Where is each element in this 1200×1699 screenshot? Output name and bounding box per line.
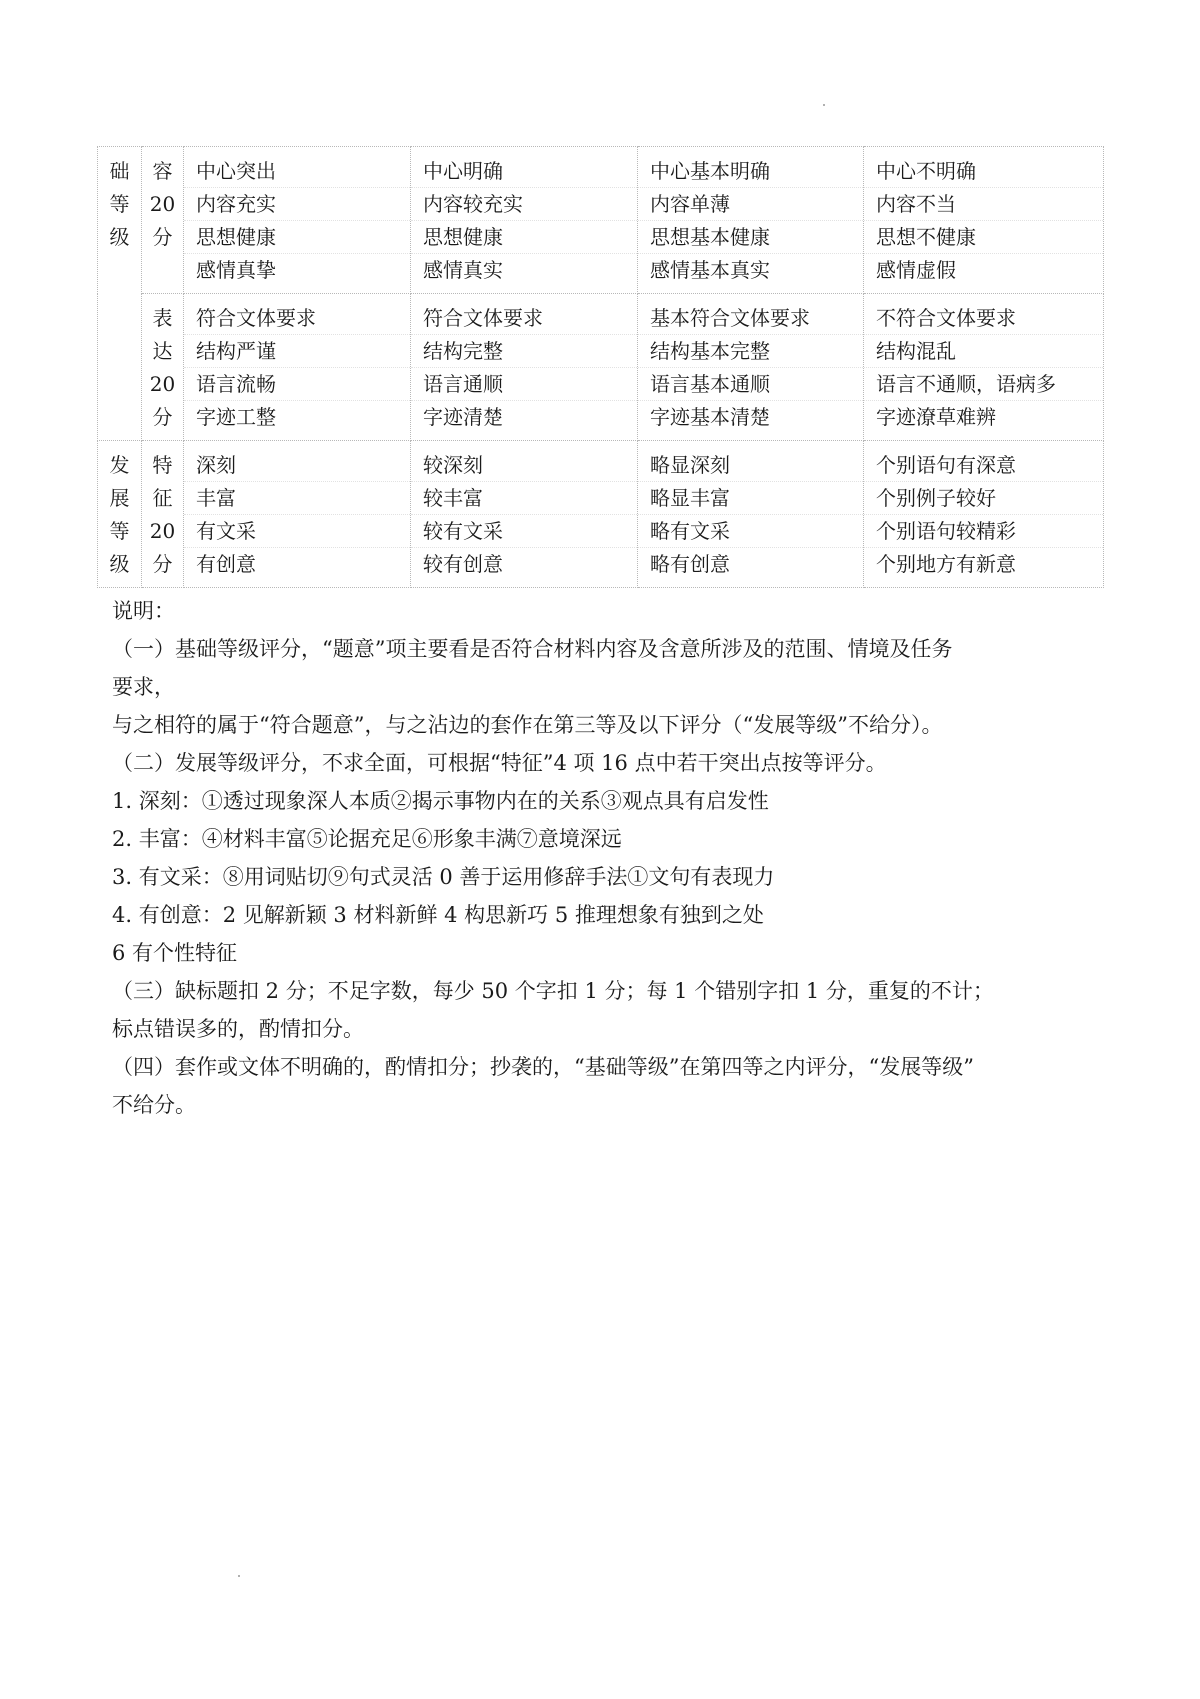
grade-cell-3: 基本符合文体要求 结构基本完整 语言基本通顺 字迹基本清楚: [638, 294, 864, 441]
note-paragraph: （三）缺标题扣 2 分；不足字数，每少 50 个字扣 1 分；每 1 个错别字扣 1 分，重复的不计；: [112, 979, 994, 1003]
grade-cell-1: 符合文体要求 结构严谨 语言流畅 字迹工整: [184, 294, 411, 441]
grade-cell-2: 符合文体要求 结构完整 语言通顺 字迹清楚: [411, 294, 638, 441]
note-list-item: 2. 丰富：④材料丰富⑤论据充足⑥形象丰满⑦意境深远: [112, 827, 622, 851]
group-label-basic: 础 等 级: [98, 147, 142, 441]
note-list-item: 6 有个性特征: [112, 941, 238, 965]
group-label-development: 发 展 等 级: [98, 441, 142, 588]
note-list-item: 4. 有创意：2 见解新颖 3 材料新鲜 4 构思新巧 5 推理想象有独到之处: [112, 903, 764, 927]
note-paragraph: （二）发展等级评分，不求全面，可根据“特征”4 项 16 点中若干突出点按等评分。: [112, 751, 887, 775]
rubric-row-expression: [98, 294, 1104, 441]
note-paragraph: 与之相符的属于“符合题意”，与之沾边的套作在第三等及以下评分（“发展等级”不给分）。: [112, 713, 943, 737]
rubric-row-features: [98, 441, 1104, 588]
note-list-item: 1. 深刻：①透过现象深人本质②揭示事物内在的关系③观点具有启发性: [112, 789, 769, 813]
note-paragraph: （四）套作或文体不明确的，酌情扣分；抄袭的，“基础等级”在第四等之内评分，“发展等级”: [112, 1055, 974, 1079]
grade-cell-1: 深刻 丰富 有文采 有创意: [184, 441, 411, 588]
note-paragraph: 不给分。: [112, 1093, 196, 1117]
note-paragraph: 标点错误多的，酌情扣分。: [112, 1017, 364, 1041]
item-label-content: 容 20 分: [142, 147, 184, 294]
grade-cell-2: 较深刻 较丰富 较有文采 较有创意: [411, 441, 638, 588]
grade-cell-4: 不符合文体要求 结构混乱 语言不通顺，语病多 字迹潦草难辨: [864, 294, 1104, 441]
grade-cell-3: 中心基本明确 内容单薄 思想基本健康 感情基本真实: [638, 147, 864, 294]
item-label-expression: 表 达 20 分: [142, 294, 184, 441]
scoring-notes: [112, 592, 1102, 1124]
grade-cell-2: 中心明确 内容较充实 思想健康 感情真实: [411, 147, 638, 294]
grade-cell-3: 略显深刻 略显丰富 略有文采 略有创意: [638, 441, 864, 588]
note-list-item: 3. 有文采：⑧用词贴切⑨句式灵活 0 善于运用修辞手法①文句有表现力: [112, 865, 775, 889]
scan-speck: [238, 1575, 240, 1577]
grade-cell-1: 中心突出 内容充实 思想健康 感情真挚: [184, 147, 411, 294]
item-label-features: 特 征 20 分: [142, 441, 184, 588]
grade-cell-4: 中心不明确 内容不当 思想不健康 感情虚假: [864, 147, 1104, 294]
scoring-rubric-table: [97, 146, 1104, 588]
note-paragraph: （一）基础等级评分，“题意”项主要看是否符合材料内容及含意所涉及的范围、情境及任务: [112, 637, 953, 661]
scan-speck: [823, 104, 825, 106]
grade-cell-4: 个别语句有深意 个别例子较好 个别语句较精彩 个别地方有新意: [864, 441, 1104, 588]
note-paragraph: 要求，: [112, 675, 175, 699]
notes-heading: 说明：: [112, 599, 175, 623]
rubric-row-content: [98, 147, 1104, 294]
